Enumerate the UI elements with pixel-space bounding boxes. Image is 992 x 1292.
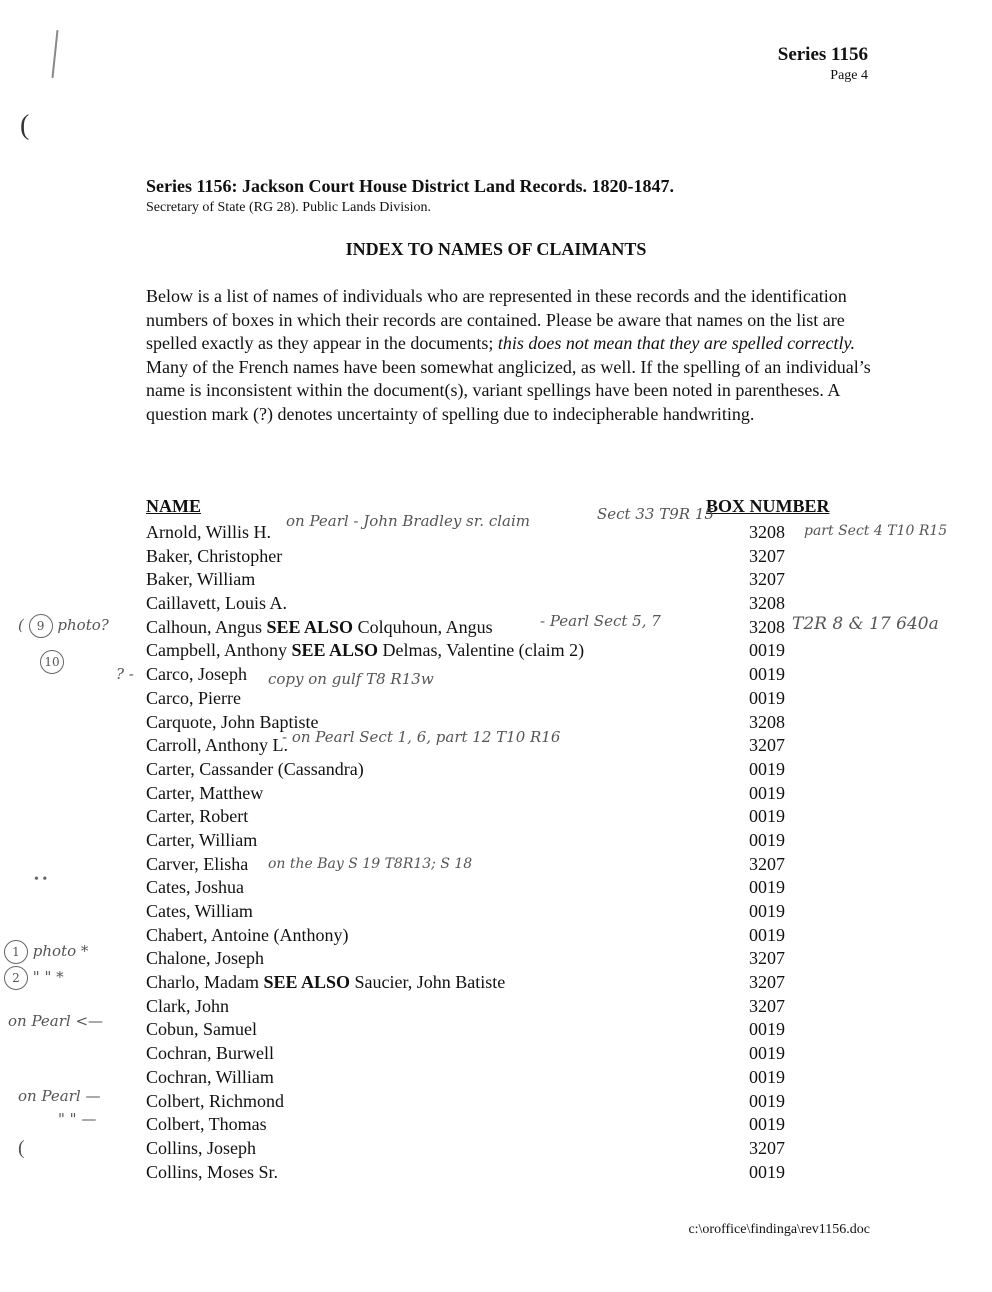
- list-item: [146, 876, 806, 900]
- intro-paragraph: [146, 285, 876, 427]
- intro-emphasis: this does not mean that they are spelled correctly.: [497, 333, 855, 354]
- box-number: 0019: [749, 1043, 785, 1064]
- claimant-name: [146, 592, 287, 616]
- intro-part1: Below is a list of names of individuals who are represented in these records and the identification numbers of boxes in which their records are contained. Please be aware that names on the list are spelled exactly as they appear in the documents;: [146, 286, 847, 354]
- box-number: 0019: [749, 829, 785, 850]
- claimant-name: [146, 805, 248, 829]
- claimant-primary-name: Carquote, John Baptiste: [146, 711, 319, 732]
- claimant-primary-name: Colbert, Richmond: [146, 1090, 284, 1111]
- handwritten-note: Sect 33 T9R 15: [597, 505, 714, 523]
- box-number: 3207: [749, 735, 785, 756]
- list-item: [146, 663, 806, 687]
- handwritten-note: 1 photo *: [4, 940, 88, 964]
- claimant-list: [146, 521, 806, 1184]
- box-number: 0019: [749, 687, 785, 708]
- claimant-primary-name: Carter, Robert: [146, 806, 249, 827]
- claimant-name: [146, 782, 263, 806]
- handwritten-note: part Sect 4 T10 R15: [804, 523, 948, 539]
- claimant-name: [146, 639, 584, 663]
- series-title: Series 1156: [777, 44, 868, 65]
- list-item: [146, 995, 806, 1019]
- claimant-name: [146, 1113, 267, 1137]
- claimant-name: [146, 545, 282, 569]
- claimant-primary-name: Cates, Joshua: [146, 877, 244, 898]
- box-number: 0019: [749, 924, 785, 945]
- claimant-primary-name: Carco, Joseph: [146, 664, 247, 685]
- claimant-name: [146, 947, 264, 971]
- page-number: Page 4: [830, 68, 868, 83]
- claimant-name: [146, 995, 229, 1019]
- margin-mark: [51, 30, 58, 78]
- handwritten-note: " ": [32, 968, 52, 986]
- handwritten-note: - on Pearl Sect 1, 6, part 12 T10 R16: [282, 728, 561, 746]
- list-item: [146, 829, 806, 853]
- claimant-primary-name: Clark, John: [146, 995, 229, 1016]
- handwritten-note: on Pearl - John Bradley sr. claim: [286, 512, 530, 530]
- claimant-primary-name: Colbert, Thomas: [146, 1114, 267, 1135]
- box-number: 3207: [749, 972, 785, 993]
- claimant-primary-name: Calhoun, Angus: [146, 616, 263, 637]
- box-number: 0019: [749, 1090, 785, 1111]
- claimant-name: [146, 758, 364, 782]
- handwritten-note: - Pearl Sect 5, 7: [540, 612, 661, 630]
- claimant-name: [146, 616, 493, 640]
- list-item: [146, 1161, 806, 1185]
- box-number: 3208: [749, 522, 785, 542]
- box-number: 0019: [749, 901, 785, 921]
- claimant-primary-name: Carver, Elisha: [146, 853, 249, 874]
- list-item: [146, 1137, 806, 1161]
- handwritten-note: on Pearl —: [18, 1087, 101, 1105]
- list-item: [146, 1018, 806, 1042]
- index-heading: INDEX TO NAMES OF CLAIMANTS: [345, 239, 647, 259]
- box-number: 0019: [749, 1066, 785, 1087]
- claimant-primary-name: Cates, William: [146, 901, 253, 921]
- list-item: [146, 545, 806, 569]
- list-item: [146, 971, 806, 995]
- claimant-name: [146, 687, 241, 711]
- claimant-name: [146, 829, 257, 853]
- claimant-name: [146, 853, 248, 877]
- box-number: 3207: [749, 948, 785, 969]
- claimant-primary-name: Cochran, Burwell: [146, 1043, 274, 1064]
- box-number: 3207: [749, 1137, 785, 1158]
- claimant-name: [146, 1090, 284, 1114]
- claimant-primary-name: Chabert, Antoine (Anthony): [146, 924, 349, 945]
- box-number: 3208: [749, 616, 785, 637]
- handwritten-note: on Pearl: [18, 1087, 81, 1105]
- box-number: 0019: [749, 1019, 785, 1040]
- handwritten-note: T2R 8 & 17 640a: [792, 614, 939, 634]
- claimant-primary-name: Baker, William: [146, 569, 256, 590]
- box-number: 0019: [749, 782, 785, 803]
- list-item: [146, 1090, 806, 1114]
- handwritten-note: " ": [58, 1110, 77, 1128]
- claimant-primary-name: Caillavett, Louis A.: [146, 593, 287, 614]
- claimant-name: [146, 876, 244, 900]
- box-number: 0019: [749, 1114, 785, 1135]
- list-item: [146, 687, 806, 711]
- claimant-name: [146, 568, 255, 592]
- document-subtitle: Secretary of State (RG 28). Public Lands Division.: [146, 200, 432, 215]
- file-path-footer: c:\oroffice\findinga\rev1156.doc: [688, 1222, 870, 1237]
- box-number: 0019: [749, 640, 785, 661]
- box-number: 3207: [749, 569, 785, 590]
- claimant-name: [146, 663, 247, 687]
- claimant-name: [146, 734, 288, 758]
- list-item: [146, 616, 806, 640]
- list-item: [146, 1066, 806, 1090]
- circled-number: 10: [40, 650, 64, 674]
- list-item: [146, 900, 806, 924]
- see-also-label: SEE ALSO: [266, 616, 354, 637]
- claimant-name: [146, 1161, 278, 1185]
- circled-number: 9: [29, 614, 53, 638]
- list-item: [146, 924, 806, 948]
- list-item: [146, 568, 806, 592]
- claimant-name: [146, 924, 348, 948]
- claimant-name: [146, 521, 271, 545]
- claimant-name: [146, 900, 253, 924]
- see-also-label: SEE ALSO: [291, 640, 379, 661]
- claimant-primary-name: Cochran, William: [146, 1066, 274, 1087]
- handwritten-note: on Pearl: [8, 1012, 71, 1030]
- box-number: 0019: [749, 758, 785, 779]
- box-number: 3208: [749, 593, 785, 614]
- handwritten-note: ? -: [116, 665, 134, 683]
- claimant-primary-name: Carco, Pierre: [146, 687, 241, 708]
- handwritten-note: photo?: [57, 616, 109, 634]
- claimant-name: [146, 1042, 274, 1066]
- margin-paren: (: [20, 110, 30, 141]
- list-item: [146, 1042, 806, 1066]
- box-number: 0019: [749, 877, 785, 898]
- list-item: [146, 1113, 806, 1137]
- list-item: [146, 639, 806, 663]
- claimant-name: [146, 1018, 257, 1042]
- see-also-label: SEE ALSO: [263, 972, 351, 993]
- handwritten-note: on the Bay S 19 T8R13; S 18: [268, 856, 473, 872]
- circled-number: 1: [4, 940, 28, 964]
- list-item: [146, 782, 806, 806]
- column-header-name: NAME: [146, 496, 201, 516]
- circled-number: 2: [4, 966, 28, 990]
- handwritten-note: photo: [32, 942, 77, 960]
- handwritten-note: on Pearl <—: [8, 1012, 104, 1030]
- claimant-primary-name: Carter, William: [146, 829, 258, 850]
- claimant-primary-name: Chalone, Joseph: [146, 948, 264, 969]
- claimant-primary-name: Baker, Christopher: [146, 545, 283, 566]
- claimant-primary-name: Collins, Moses Sr.: [146, 1161, 279, 1182]
- column-header-box: BOX NUMBER: [706, 496, 830, 516]
- box-number: 3207: [749, 545, 785, 566]
- handwritten-note: " " —: [58, 1110, 97, 1128]
- claimant-primary-name: Charlo, Madam: [146, 972, 259, 993]
- claimant-name: [146, 1066, 274, 1090]
- see-also-name: Saucier, John Batiste: [354, 972, 506, 993]
- list-item: [146, 805, 806, 829]
- see-also-name: Delmas, Valentine (claim 2): [382, 640, 585, 661]
- claimant-name: [146, 971, 505, 995]
- margin-dots: • •: [34, 872, 48, 887]
- claimant-primary-name: Carroll, Anthony L.: [146, 735, 288, 756]
- box-number: 0019: [749, 664, 785, 685]
- list-item: [146, 947, 806, 971]
- box-number: 3207: [749, 853, 785, 874]
- handwritten-note: [40, 650, 64, 674]
- list-item: [146, 853, 806, 877]
- list-item: [146, 592, 806, 616]
- handwritten-note: 2 " " *: [4, 966, 64, 990]
- see-also-name: Colquhoun, Angus: [357, 616, 493, 637]
- handwritten-note: copy on gulf T8 R13w: [268, 670, 434, 688]
- box-number: 0019: [749, 1161, 785, 1182]
- intro-part3: Many of the French names have been somewhat anglicized, as well. If the spelling of an individual’s name is inconsistent within the document(s), variant spellings have been noted in parentheses. A question mark (?) denotes uncertainty of spelling due to indecipherable handwriting.: [146, 356, 871, 424]
- series-header: [778, 44, 868, 84]
- margin-paren: (: [18, 1137, 25, 1159]
- handwritten-note: ( 9 photo?: [18, 614, 109, 638]
- claimant-primary-name: Campbell, Anthony: [146, 640, 287, 661]
- box-number: 0019: [749, 806, 785, 827]
- box-number: 3207: [749, 995, 785, 1016]
- claimant-primary-name: Cobun, Samuel: [146, 1019, 257, 1040]
- claimant-name: [146, 1137, 256, 1161]
- box-number: 3208: [749, 711, 785, 732]
- claimant-primary-name: Arnold, Willis H.: [146, 522, 271, 542]
- claimant-primary-name: Carter, Matthew: [146, 782, 264, 803]
- document-title: Series 1156: Jackson Court House District Land Records. 1820-1847.: [146, 176, 674, 196]
- claimant-primary-name: Collins, Joseph: [146, 1137, 257, 1158]
- list-item: [146, 758, 806, 782]
- claimant-primary-name: Carter, Cassander (Cassandra): [146, 758, 364, 779]
